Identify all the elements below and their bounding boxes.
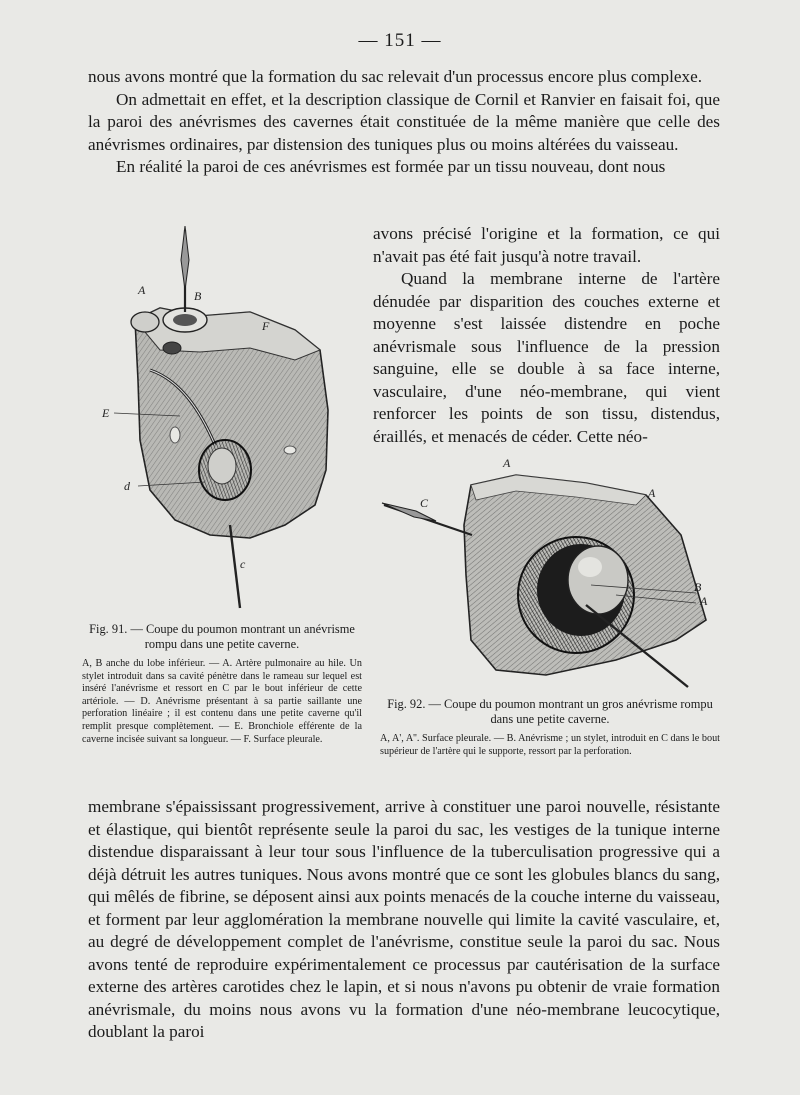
fig91-label-b: B: [194, 289, 202, 303]
narrow-paragraph-2: Quand la membrane interne de l'artère dénudée par disparition des couches externe et moyenne s'est laissée distendre en poche anévrismale sous l'influence de la pression sanguine, elle se double à sa face interne, vasculaire, d'une néo-membrane, qui vient renforcer les points de son tissu, distendus, éraillés, et menacés de céder. Cette néo-: [373, 269, 720, 446]
fig91-label-d: d: [124, 479, 130, 493]
paragraph-bottom: membrane s'épaississant progressivement, arrive à constituer une paroi nouvelle, résistante et élastique, qui bientôt représente seule la paroi du sac, les vestiges de la tunique interne distendue disparaissant à leur tour sous l'influence de la tuberculisation progressive qui a déjà détruit les autres tuniques. Nous avons montré que ce sont les globules blancs du sang, qui mêlés de fibrine, se déposent ainsi aux points menacés de la couche interne du vaisseau, et forment par leur agglomération la membrane nouvelle qui limite la cavité vasculaire, et, au degré de développement complet de l'anévrisme, constitue seule la paroi du sac. Nous avons tenté de reproduire expérimentalement ce processus par cautérisation de la surface externe des artères carotides chez le lapin, et si nous n'avons pu obtenir de vraie formation anévrismale, du moins nous avons vu la formation d'une néo-membrane leucocytique, doublant la paroi: [88, 797, 720, 1041]
fig91-caption-title: Fig. 91. — Coupe du poumon montrant un anévrisme rompu dans une petite caverne.: [89, 622, 355, 651]
fig91-label-f: F: [262, 319, 270, 333]
top-text-block: [88, 66, 720, 179]
fig92-label-c: C: [420, 496, 429, 510]
paragraph-2: On admettait en effet, et la description classique de Cornil et Ranvier en faisait foi, que la paroi des anévrismes des cavernes était constituée de la même manière que celle des anévrismes ordinaires, par distension des tuniques plus ou moins altérées du vaisseau.: [88, 89, 720, 154]
paragraph-1: nous avons montré que la formation du sac relevait d'un processus encore plus complexe.: [88, 67, 703, 86]
figure-91-caption: [82, 622, 362, 746]
narrow-column: [373, 223, 720, 448]
narrow-line-1: avons précisé l'origine et la formation, ce qui n'avait pas été fait jusqu'à notre travail.: [373, 224, 720, 266]
fig91-label-e: E: [102, 406, 110, 420]
fig91-label-c: c: [240, 557, 246, 571]
figure-92-caption: [380, 697, 720, 758]
figure-92-illustration: [376, 455, 721, 693]
fig91-caption-body: A, B anche du lobe inférieur. — A. Artère pulmonaire au hile. Un stylet introduit dans sa cavité pénètre dans le rameau sur lequel est inséré l'anévrisme et ressort en C par le bout inférieur de cette artériole. — D. Anévrisme présentant à sa partie saillante une perforation linéaire ; il est contenu dans une petite caverne qu'il remplit presque complètement. — E. Bronchiole efférente de la caverne incisée suivant sa longueur. — F. Surface pleurale.: [82, 658, 362, 745]
fig92-label-a-top: A: [503, 456, 511, 470]
fig92-caption-body: A, A', A''. Surface pleurale. — B. Anévrisme ; un stylet, introduit en C dans le bout supérieur de l'artère qui le supporte, ressort par la perforation.: [380, 733, 720, 757]
fig92-label-a-low: A: [700, 594, 708, 608]
fig92-caption-title: Fig. 92. — Coupe du poumon montrant un gros anévrisme rompu dans une petite caverne.: [387, 697, 713, 726]
fig91-label-a: A: [138, 283, 146, 297]
paragraph-3-start: En réalité la paroi de ces anévrismes est formée par un tissu nouveau, dont nous: [116, 157, 666, 176]
page-number: — 151 —: [358, 30, 442, 51]
bottom-text-block: [88, 796, 720, 1044]
fig92-label-b: B: [694, 580, 702, 594]
fig92-label-a-right: A: [648, 486, 656, 500]
figure-91-illustration: [90, 220, 370, 615]
